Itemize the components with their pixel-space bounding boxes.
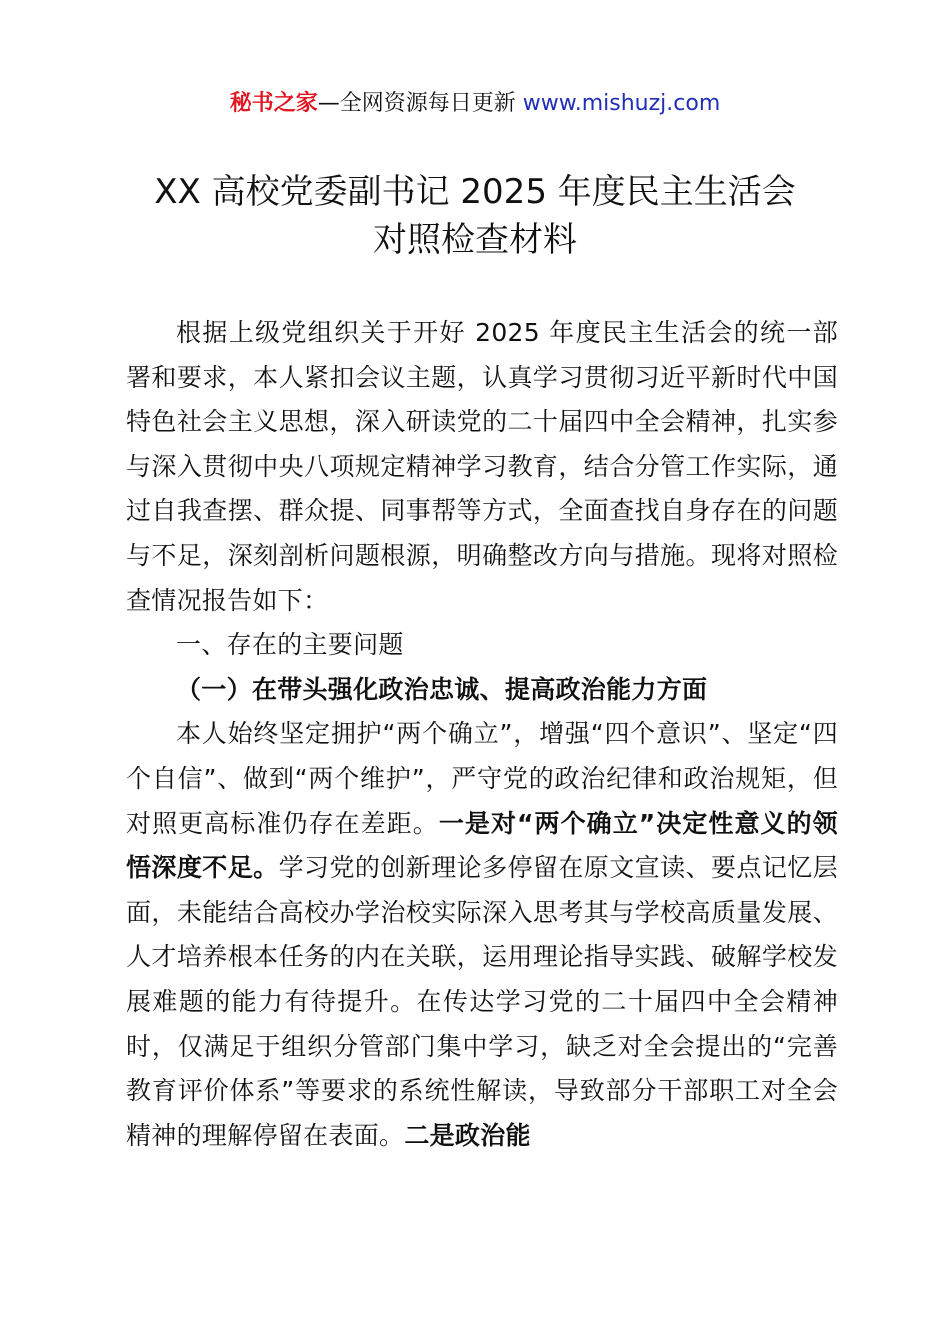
title-line-2: 对照检查材料 xyxy=(373,220,577,260)
bold-point-2: 二是政治能 xyxy=(404,1120,531,1150)
site-url-link[interactable]: www.mishuzj.com xyxy=(522,91,721,116)
subsection-heading: （一）在带头强化政治忠诚、提高政治能力方面 xyxy=(176,674,708,704)
site-header xyxy=(0,88,950,120)
intro-paragraph: 根据上级党组织关于开好 2025 年度民主生活会的统一部署和要求，本人紧扣会议主题，认真学习贯彻习近平新时代中国特色社会主义思想，深入研读党的二十届四中全会精神，扎实参与深入贯彻中央八项规定精神学习教育，结合分管工作实际，通过自我查摆、群众提、同事帮等方式，全面查找自身存在的问题与不足，深刻剖析问题根源，明确整改方向与措施。现将对照检查情况报告如下： xyxy=(126,318,838,615)
paragraph-text-1: 本人始终坚定拥护“两个确立”，增强“四个意识”、坚定“四个自信”、做到“两个维护”，严守党的政治纪律和政治规矩，但对照更高标准仍存在差距。 xyxy=(126,719,838,838)
title-line-1: XX 高校党委副书记 2025 年度民主生活会 xyxy=(154,172,796,212)
document-title xyxy=(0,168,950,264)
brand-name: 秘书之家 xyxy=(229,91,318,116)
document-body xyxy=(126,311,838,1158)
body-paragraph xyxy=(126,712,838,1158)
paragraph-text-2: 学习党的创新理论多停留在原文宣读、要点记忆层面，未能结合高校办学治校实际深入思考其与学校高质量发展、人才培养根本任务的内在关联，运用理论指导实践、破解学校发展难题的能力有待提升。在传达学习党的二十届四中全会精神时，仅满足于组织分管部门集中学习，缺乏对全会提出的“完善教育评价体系”等要求的系统性解读，导致部分干部职工对全会精神的理解停留在表面。 xyxy=(126,853,838,1150)
bold-point-1: 一是对“两个确立”决定性意义的领悟深度不足。 xyxy=(126,808,838,883)
header-tagline: —全网资源每日更新 xyxy=(317,91,523,116)
section-heading: 一、存在的主要问题 xyxy=(176,630,404,660)
